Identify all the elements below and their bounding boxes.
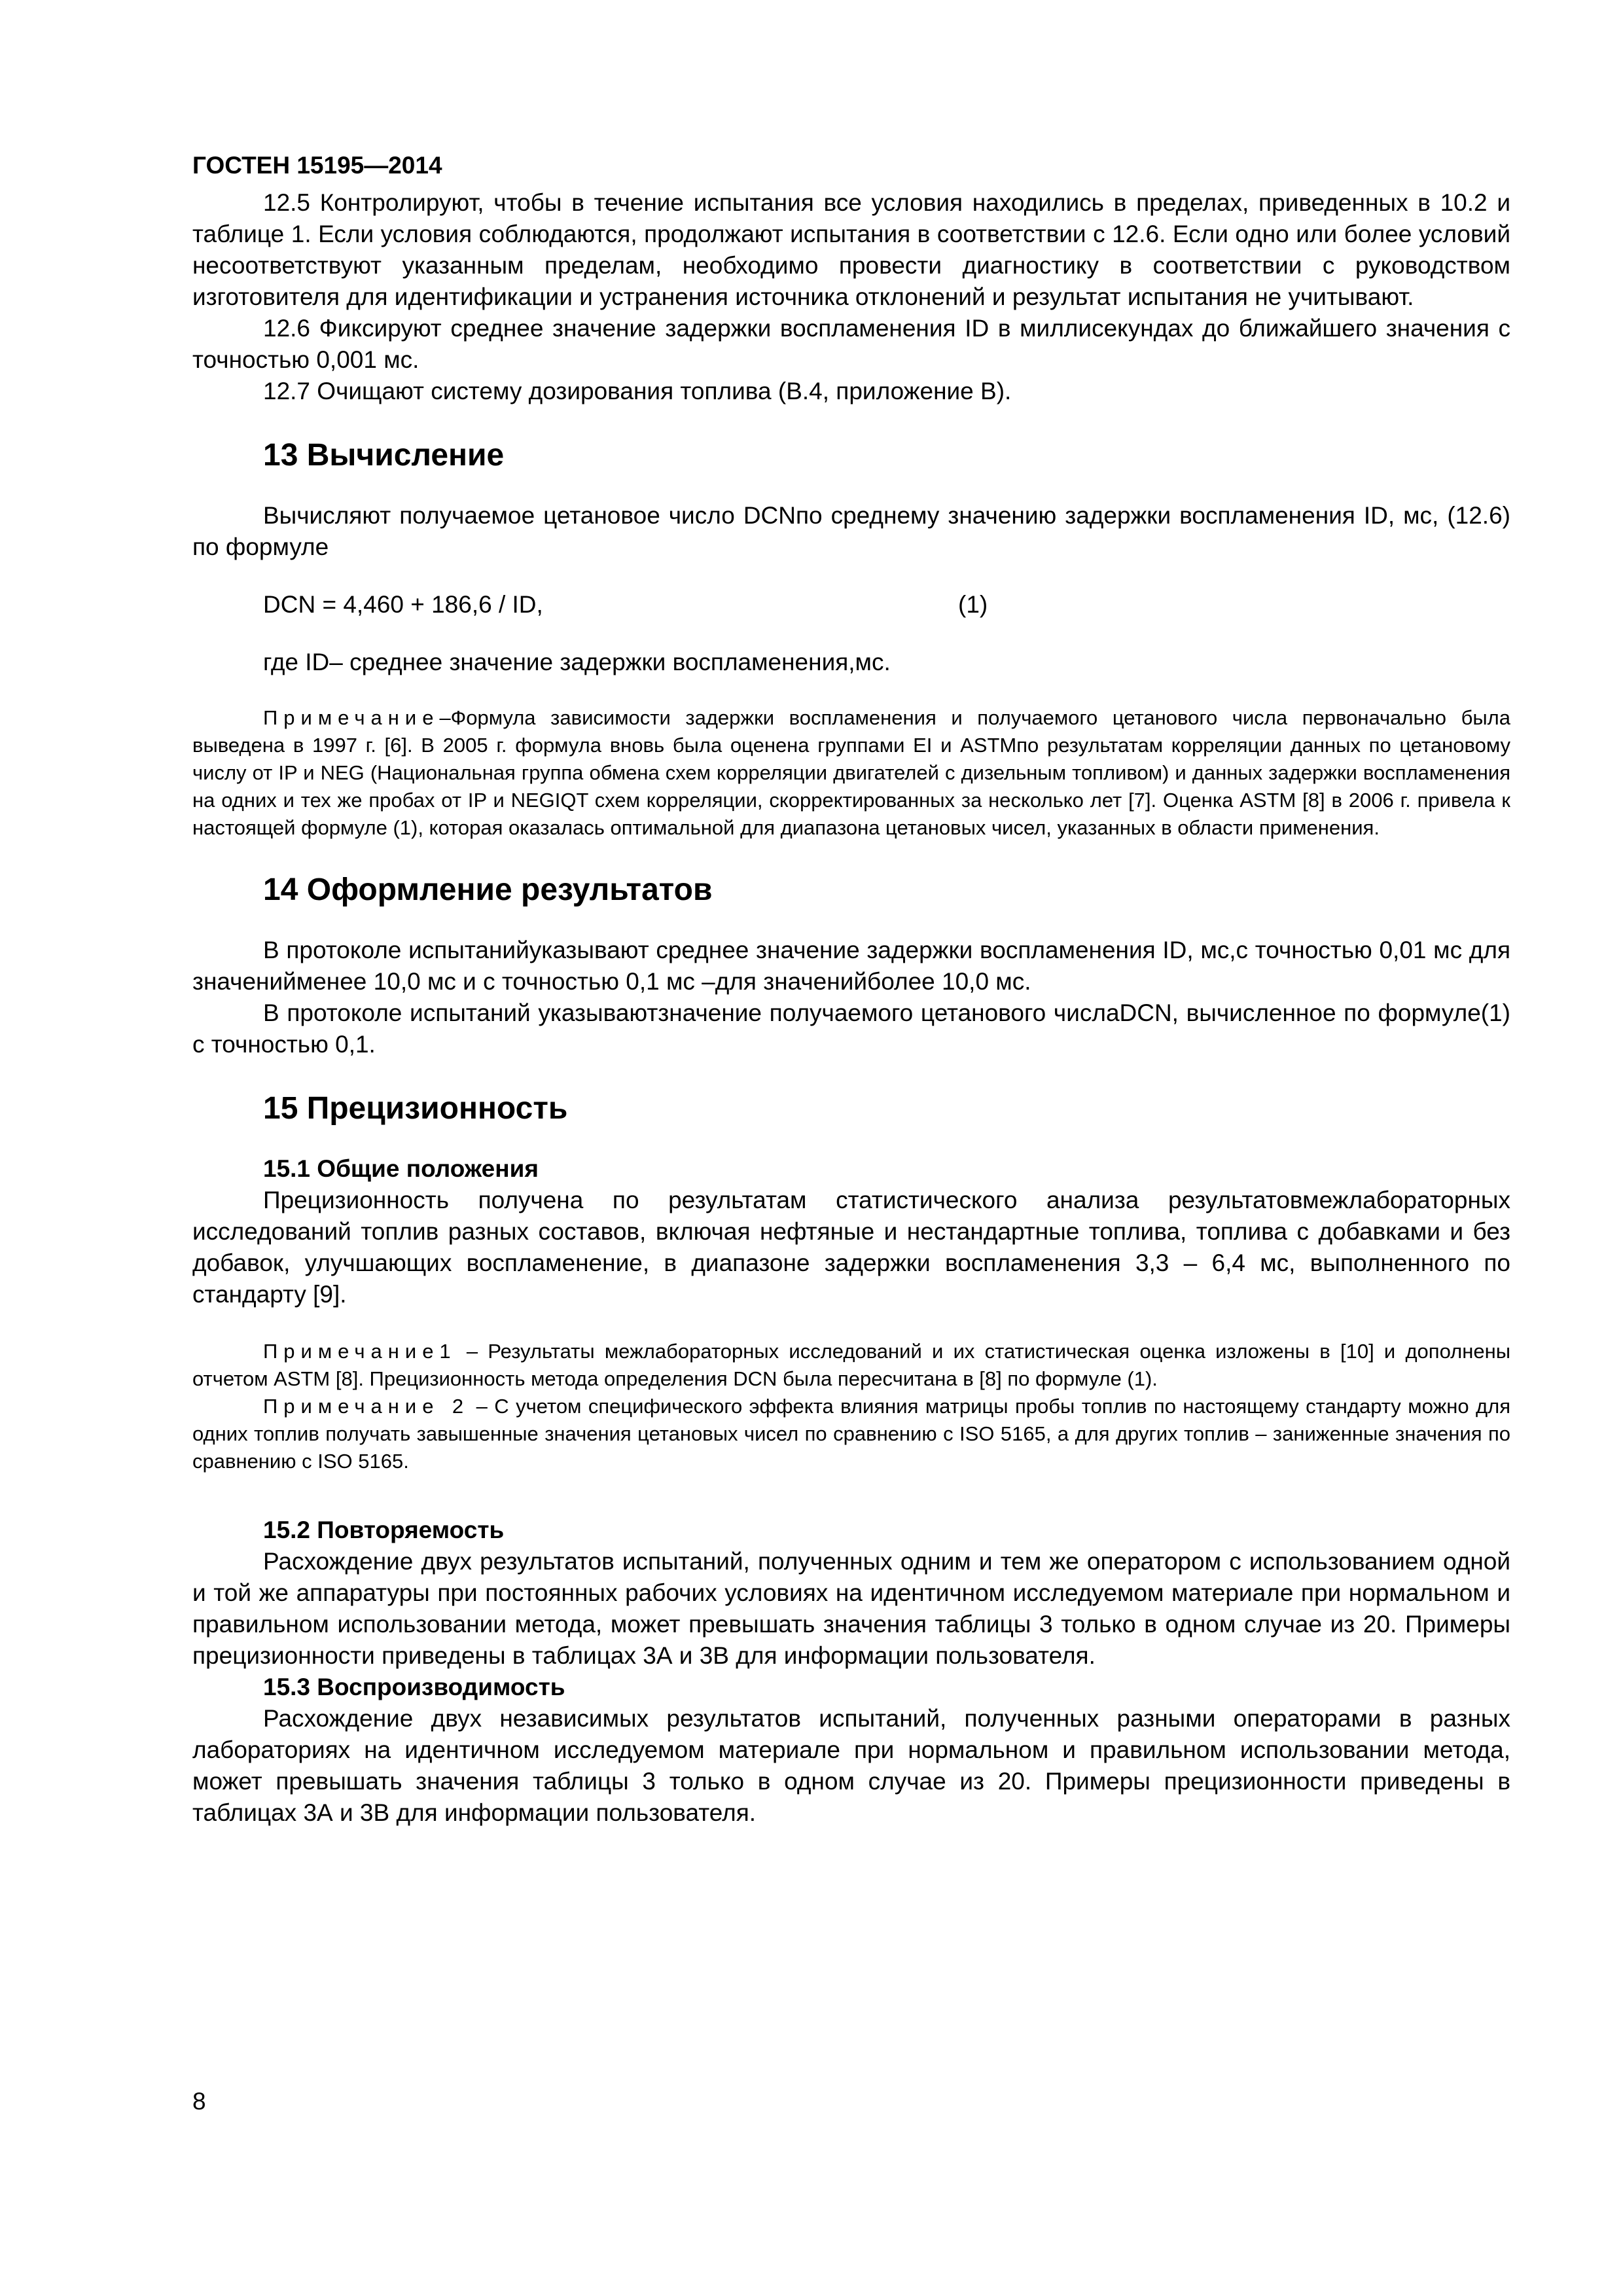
note-label: Примечание bbox=[263, 706, 440, 729]
formula-explanation: где ID– среднее значение задержки воспламенения,мс. bbox=[263, 649, 891, 675]
standard-designation: ГОСТЕН 15195—2014 bbox=[192, 152, 442, 179]
clause-12-5: 12.5 Контролируют, чтобы в течение испытания все условия находились в пределах, приведенных в 10.2 и таблице 1. Если условия соблюдаются, продолжают испытания в соответствии с 12.6. Если одно или более условий несоответствуют указанным пределам, необходимо провести диагностику в соответствии с руководством изготовителя для идентификации и устранения источника отклонений и результат испытания не учитывают. bbox=[192, 189, 1510, 310]
note-1-label: Примечание1 bbox=[263, 1340, 457, 1363]
note-text: –Формула зависимости задержки воспламенения и получаемого цетанового числа первоначально была выведена в 1997 г. [6]. В 2005 г. формула вновь была оценена группами EI и ASTMпо результатам корреляции данных по цетановому числу от IP и NEG (Национальная группа обмена схем корреляции двигателей с дизельным топливом) и данных задержки воспламенения на одних и тех же пробах от IP и NEGIQT схем корреляции, скорректированных за несколько лет [7]. Оценка ASTM [8] в 2006 г. привела к настоящей формуле (1), которая оказалась оптимальной для диапазона цетановых чисел, указанных в области применения. bbox=[192, 706, 1510, 839]
note-2-text: – С учетом специфического эффекта влияния матрицы пробы топлив по настоящему стандарту можно для одних топлив получать завышенные значения цетановых чисел по сравнению с ISO 5165, а для других топлив – заниженные значения по сравнению с ISO 5165. bbox=[192, 1395, 1510, 1473]
clause-15-3-title: 15.3 Воспроизводимость bbox=[263, 1674, 565, 1700]
section-15-note-1 bbox=[192, 1338, 1510, 1393]
section-14-heading: 14 Оформление результатов bbox=[263, 872, 713, 907]
note-1-text: – Результаты межлабораторных исследований и их статистическая оценка изложены в [10] и дополнены отчетом ASTM [8]. Прецизионность метода определения DCN была пересчитана в [8] по формуле (1). bbox=[192, 1340, 1510, 1390]
section-15-heading: 15 Прецизионность bbox=[263, 1091, 568, 1126]
section-13-note bbox=[192, 704, 1510, 842]
clause-15-2-title: 15.2 Повторяемость bbox=[263, 1516, 505, 1543]
section-15-note-2 bbox=[192, 1393, 1510, 1475]
formula-number: (1) bbox=[958, 591, 988, 618]
clause-12-6: 12.6 Фиксируют среднее значение задержки воспламенения ID в миллисекундах до ближайшего значения с точностью 0,001 мс. bbox=[192, 315, 1510, 373]
clause-15-1-text: Прецизионность получена по результатам статистического анализа результатовмежлабораторных исследований топлив разных составов, включая нефтяные и нестандартные топлива, топлива с добавками и без добавок, улучшающих воспламенение, в диапазоне задержки воспламенения 3,3 – 6,4 мс, выполненного по стандарту [9]. bbox=[192, 1187, 1510, 1308]
formula-expression: DCN = 4,460 + 186,6 / ID, bbox=[263, 591, 543, 618]
clause-15-3-text: Расхождение двух независимых результатов испытаний, полученных разными операторами в разных лабораториях на идентичном исследуемом материале при нормальном и правильном использовании метода, может превышать значения таблицы 3 только в одном случае из 20. Примеры прецизионности приведены в таблицах 3А и 3В для информации пользователя. bbox=[192, 1705, 1510, 1826]
clause-15-2-text: Расхождение двух результатов испытаний, полученных одним и тем же оператором с использованием одной и той же аппаратуры при постоянных рабочих условиях на идентичном исследуемом материале при нормальном и правильном использовании метода, может превышать значения таблицы 3 только в одном случае из 20. Примеры прецизионности приведены в таблицах 3А и 3В для информации пользователя. bbox=[192, 1548, 1510, 1669]
section-14-paragraph-1: В протоколе испытанийуказывают среднее значение задержки воспламенения ID, мс,с точностью 0,01 мс для значенийменее 10,0 мс и с точностью 0,1 мс –для значенийболее 10,0 мс. bbox=[192, 937, 1510, 995]
section-13-heading: 13 Вычисление bbox=[263, 438, 505, 473]
clause-12-7: 12.7 Очищают систему дозирования топлива (В.4, приложение В). bbox=[263, 378, 1012, 404]
section-14-paragraph-2: В протоколе испытаний указываютзначение получаемого цетанового числаDCN, вычисленное по формуле(1) с точностью 0,1. bbox=[192, 999, 1510, 1058]
note-2-label: Примечание 2 bbox=[263, 1395, 470, 1418]
page-content bbox=[192, 151, 1510, 1829]
clause-15-1-title: 15.1 Общие положения bbox=[263, 1155, 539, 1182]
page-number: 8 bbox=[192, 2088, 206, 2115]
section-13-intro: Вычисляют получаемое цетановое число DCNпо среднему значению задержки воспламенения ID, мс, (12.6) по формуле bbox=[192, 502, 1510, 560]
formula-1 bbox=[263, 589, 1510, 620]
